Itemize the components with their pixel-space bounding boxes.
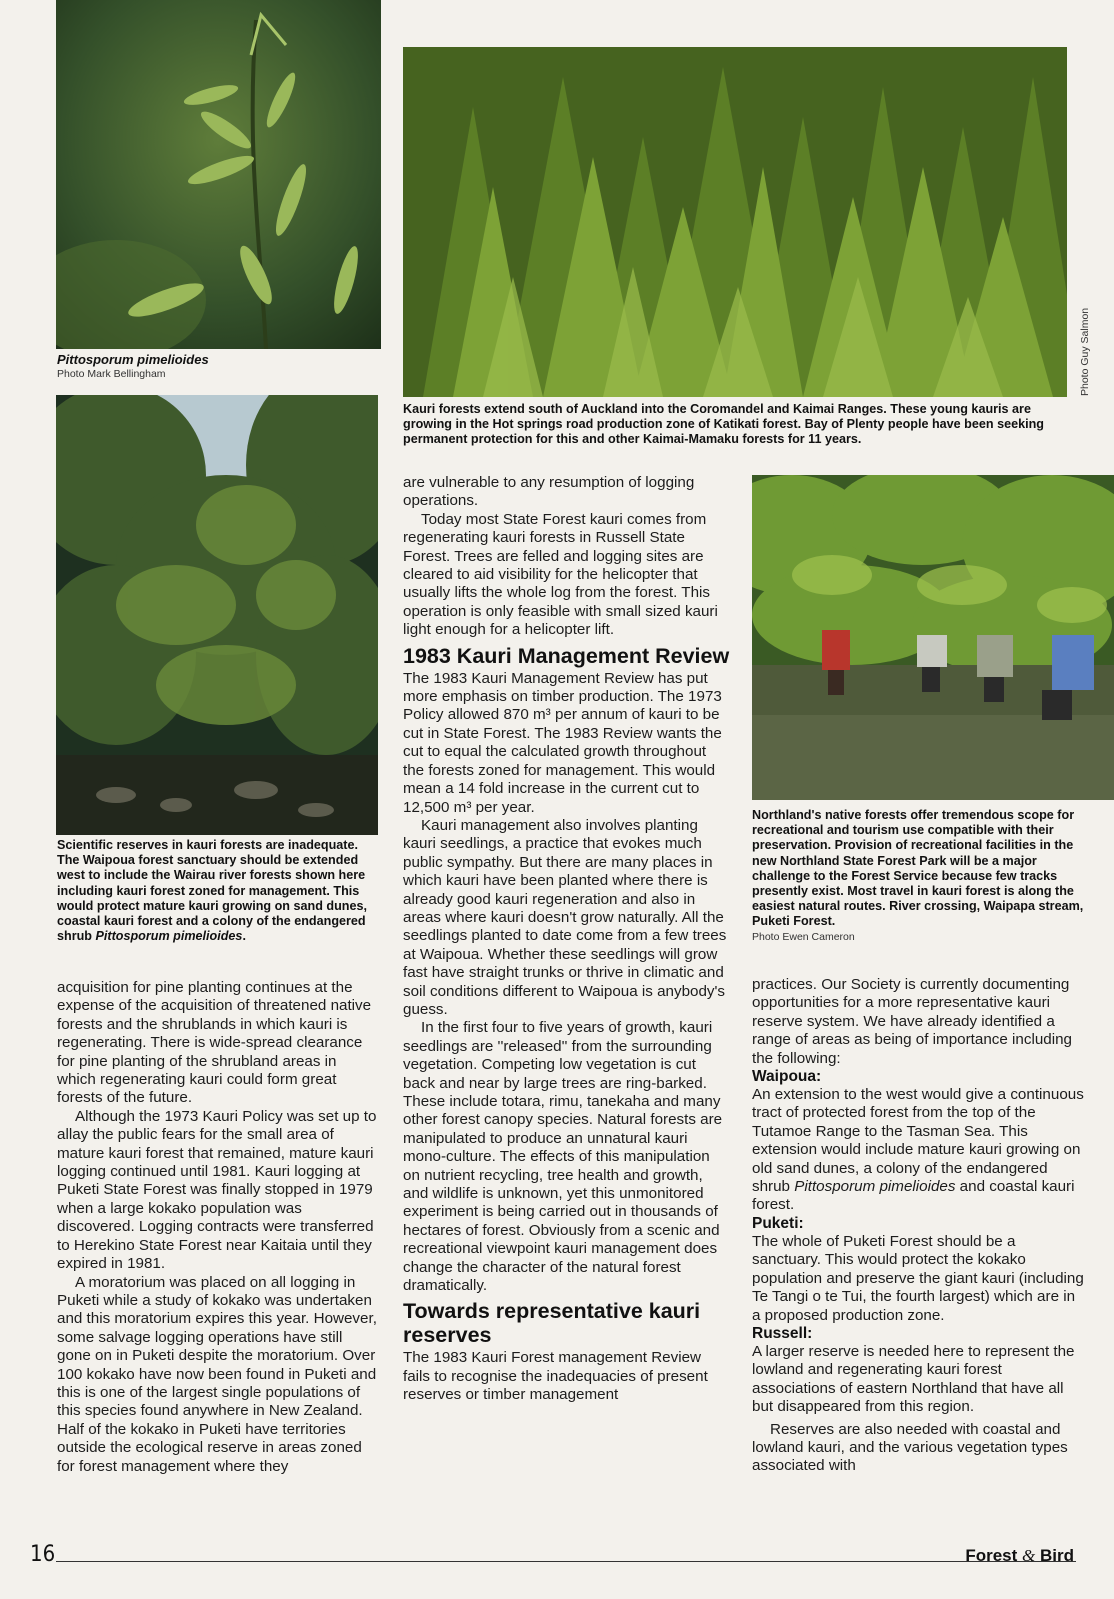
col2-paragraph-2: Today most State Forest kauri comes from regenerating kauri forests in Russell State Forest. Trees are felled and logging sites are cleared to aid visibility for the helicopter that usually lifts the whole log from the forest. This operation is only feasible with small sized kauri light enough for a helicopter lift. bbox=[403, 510, 718, 639]
col1-paragraph-2: Although the 1973 Kauri Policy was set up to allay the public fears for the small area of mature kauri forest that remained, mature kauri logging continued until 1981. Kauri logging at Puketi State Forest was finally stopped in 1979 when a large kokako population was discovered. Logging contracts were transferred to Herekino State Forest near Kaitaia until they expired in 1981. bbox=[57, 1107, 377, 1273]
northland-caption bbox=[752, 808, 1086, 945]
scientific-caption-text: Scientific reserves in kauri forests are inadequate. The Waipoua forest sanctuary should be extended west to include the Wairau river forests shown here including kauri forest zoned for management. This would protect mature kauri growing on sand dunes, coastal kauri forest and a colony of the endangered shrub bbox=[57, 838, 367, 944]
photo-pittosporum bbox=[56, 0, 381, 349]
col3-last-paragraph: Reserves are also needed with coastal and lowland kauri, and the various vegetation types associated with bbox=[752, 1420, 1068, 1475]
subheading-russell: Russell: bbox=[752, 1324, 813, 1342]
col3-waipoua-text bbox=[752, 1086, 1086, 1215]
magazine-name-ampersand: & bbox=[1022, 1546, 1036, 1565]
magazine-name-forest: Forest bbox=[965, 1546, 1018, 1565]
scientific-caption-species: Pittosporum pimelioides bbox=[95, 929, 243, 944]
article-column-3 bbox=[752, 976, 1086, 1476]
col2-paragraph-5: In the first four to five years of growth, kauri seedlings are ''released'' from the surrounding vegetation. Competing low vegetation is cut back and near by large trees are ring-barked. These include totara, rimu, tanekaha and many other forest canopy species. Natural forests are manipulated to produce an unnatural kauri mono-culture. The effects of this manipulation on nutrient recycling, tree health and growth, and wildlife is unknown, yet this unmonitored experiment is being carried out in thousands of hectares of forest. Obviously from a scenic and recreational viewpoint kauri management does change the character of the natural forest dramatically. bbox=[403, 1019, 723, 1295]
scientific-caption-end: . bbox=[242, 929, 246, 944]
heading-kauri-management-review: 1983 Kauri Management Review bbox=[403, 643, 730, 668]
magazine-name bbox=[965, 1546, 1074, 1566]
photo-river-crossing bbox=[752, 475, 1114, 800]
col3-russell-text: A larger reserve is needed here to represent the lowland and regenerating kauri forest associations of eastern Northland that have all but disappeared from this region. bbox=[752, 1342, 1075, 1416]
waipoua-text-a: An extension to the west would give a continuous tract of protected forest from the top of the Tutamoe Range to the Tasman Sea. This extension would include mature kauri growing on old sand dunes, a colony of the endangered shrub bbox=[752, 1086, 1084, 1196]
col2-paragraph-4: Kauri management also involves planting kauri seedlings, a practice that evokes much public sympathy. But there are many places in which kauri have been planted where there is already good kauri regeneration and also in areas where kauri doesn't grow naturally. All the seedlings planted to date come from a few trees at Waipoua. Whether these seedlings will grow fast have straight trunks or thrive in climatic and soil conditions different to Waipoua is anybody's guess. bbox=[403, 816, 727, 1018]
kauri-forests-caption: Kauri forests extend south of Auckland into the Coromandel and Kaimai Ranges. These young kauris are growing in the Hot springs road production zone of Katikati forest. Bay of Plenty people have been seeking permanent protection for this and other Kaimai-Mamaku forests for 11 years. bbox=[403, 402, 1044, 447]
page-number: 16 bbox=[30, 1542, 56, 1567]
article-column-1 bbox=[57, 979, 379, 1476]
kauri-photo-credit: Photo Guy Salmon bbox=[1079, 307, 1091, 396]
northland-caption-text: Northland's native forests offer tremendous scope for recreational and tourism use compatible with their preservation. Provision of recreational facilities in the new Northland State Forest Park will be a major challenge to the Forest Service because few tracks presently exist. Most travel in kauri forest is along the easiest natural routes. River crossing, Waipapa stream, Puketi Forest. bbox=[752, 808, 1084, 929]
col2-paragraph-3: The 1983 Kauri Management Review has put more emphasis on timber production. The 1973 Policy allowed 870 m³ per annum of kauri to be cut in State Forest. The 1983 Review wants the cut to equal the calculated growth throughout the forests zoned for management. This would mean a 14 fold increase in the current cut to 12,500 m³ per year. bbox=[403, 669, 722, 816]
northland-photo-credit: Photo Ewen Cameron bbox=[752, 930, 855, 943]
pittosporum-photo-credit: Photo Mark Bellingham bbox=[57, 368, 166, 381]
waipoua-text-b: and coastal kauri forest. bbox=[752, 1178, 1075, 1214]
col3-paragraph-1: practices. Our Society is currently documenting opportunities for a more representative kauri reserve system. We have already identified a range of areas as being of importance including the following: bbox=[752, 976, 1072, 1067]
col3-puketi-text: The whole of Puketi Forest should be a sanctuary. This would protect the kokako population and preserve the giant kauri (including Te Tangi o te Tui, the fourth largest) which are in a proposed production zone. bbox=[752, 1232, 1084, 1324]
waipoua-species: Pittosporum pimelioides bbox=[794, 1178, 956, 1196]
col2-paragraph-6: The 1983 Kauri Forest management Review fails to recognise the inadequacies of present reserves or timber management bbox=[403, 1349, 708, 1404]
article-column-2 bbox=[403, 474, 730, 1405]
scientific-reserves-caption bbox=[57, 838, 375, 944]
heading-representative-reserves: Towards representative kauri reserves bbox=[403, 1299, 701, 1348]
col2-paragraph-1: are vulnerable to any resumption of logging operations. bbox=[403, 474, 695, 510]
pittosporum-caption bbox=[57, 352, 377, 382]
footer-rule bbox=[56, 1561, 1076, 1562]
photo-young-kauri bbox=[403, 47, 1067, 397]
subheading-waipoua: Waipoua: bbox=[752, 1068, 822, 1086]
magazine-name-bird: Bird bbox=[1040, 1546, 1074, 1565]
col1-paragraph-1: acquisition for pine planting continues at the expense of the acquisition of threatened native forests and the shrublands in which kauri is regenerating. There is wide-spread clearance for pine planting of the shrubland areas in which regenerating kauri could form great forests of the future. bbox=[57, 979, 372, 1107]
col1-paragraph-3: A moratorium was placed on all logging in Puketi while a study of kokako was undertaken and this moratorium expires this year. However, some salvage logging operations have still gone on in Puketi despite the moratorium. Over 100 kokako have now been found in Puketi and this is one of the largest single populations of this species found anywhere in New Zealand. Half of the kokako in Puketi have territories outside the ecological reserve in areas zoned for forest management where they bbox=[57, 1273, 377, 1475]
pittosporum-caption-title: Pittosporum pimelioides bbox=[57, 352, 209, 367]
subheading-puketi: Puketi: bbox=[752, 1214, 804, 1232]
photo-wairau-river-forest bbox=[56, 395, 378, 835]
